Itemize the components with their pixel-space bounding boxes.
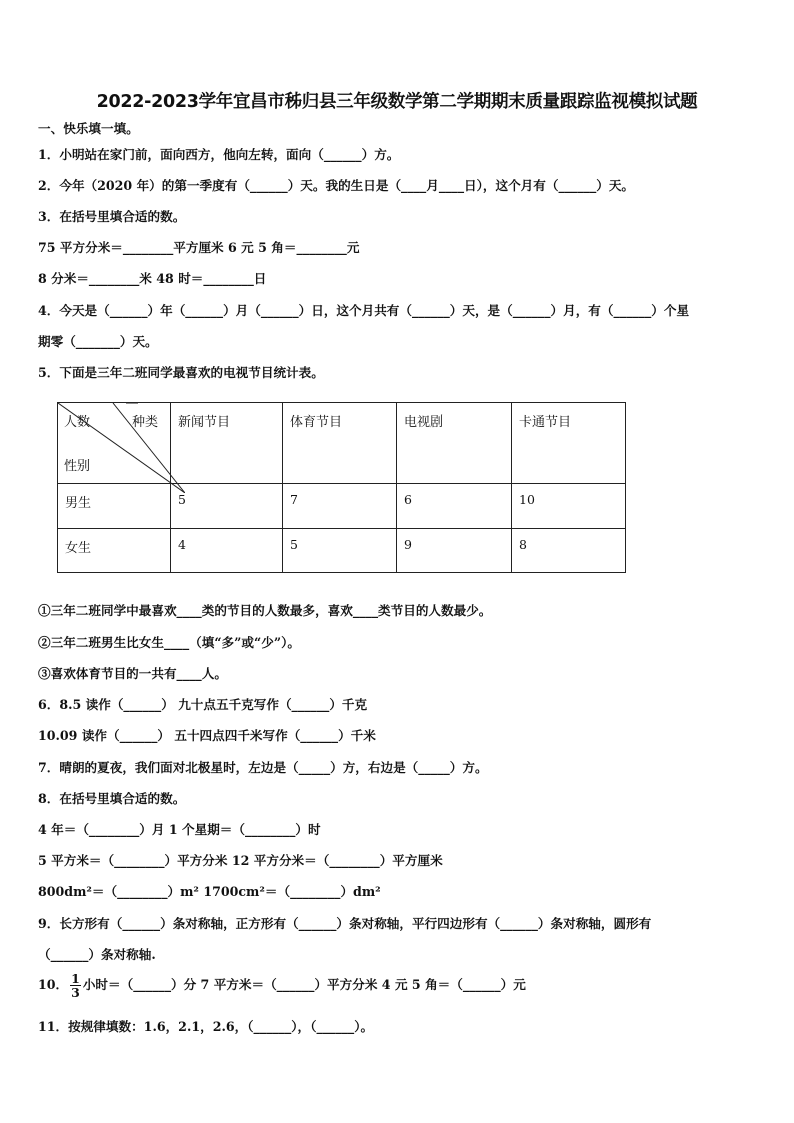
fraction-denominator: 3 — [71, 985, 80, 1000]
page-title: 2022-2023学年宜昌市秭归县三年级数学第二学期期末质量跟踪监视模拟试题 — [96, 92, 698, 112]
cell-boys-news: 5 — [171, 484, 283, 529]
cell-boys-cartoon: 10 — [512, 484, 626, 529]
question-9-line-2: （______）条对称轴. — [38, 947, 156, 962]
question-6-line-1: 6．8.5 读作（______） 九十点五千克写作（______）千克 — [38, 697, 368, 712]
cell-girls-drama: 9 — [397, 529, 512, 573]
question-6-line-2: 10.09 读作（______） 五十四点四千米写作（______）千米 — [38, 728, 376, 743]
row-label-girls: 女生 — [58, 529, 171, 573]
question-5-sub-3: ③喜欢体育节目的一共有____人。 — [38, 666, 227, 681]
row-label-boys: 男生 — [58, 484, 171, 529]
question-7: 7．晴朗的夏夜，我们面对北极星时，左边是（_____）方，右边是（_____）方。 — [38, 760, 488, 775]
table-header-row — [58, 403, 626, 484]
question-8-line-2: 5 平方米＝（________）平方分米 12 平方分米＝（________）平方厘米 — [38, 853, 443, 868]
cell-boys-drama: 6 — [397, 484, 512, 529]
table-corner-cell — [58, 403, 171, 484]
header-sports: 体育节目 — [283, 403, 397, 484]
question-10-rest: 小时＝（______）分 7 平方米＝（______）平方分米 4 元 5 角＝（______）元 — [82, 977, 526, 992]
table-row — [58, 529, 626, 573]
question-1: 1．小明站在家门前，面向西方，他向左转，面向（______）方。 — [38, 147, 400, 162]
question-10 — [38, 972, 526, 999]
question-5-sub-1: ①三年二班同学中最喜欢____类的节目的人数最多，喜欢____类节目的人数最少。 — [38, 603, 492, 618]
question-10-prefix: 10． — [38, 977, 69, 992]
cell-girls-cartoon: 8 — [512, 529, 626, 573]
question-5-sub-2: ②三年二班男生比女生____（填“多”或“少”）。 — [38, 635, 300, 650]
section-heading: 一、快乐填一填。 — [38, 121, 139, 136]
question-8-line-1: 4 年＝（________）月 1 个星期＝（________）时 — [38, 822, 321, 837]
cell-girls-news: 4 — [171, 529, 283, 573]
question-3: 3．在括号里填合适的数。 — [38, 209, 186, 224]
fraction-one-third — [70, 972, 81, 999]
question-4-line-1: 4．今天是（______）年（______）月（______）日，这个月共有（______）天，是（______）月，有（______）个星 — [38, 303, 690, 318]
fraction-numerator: 1 — [71, 971, 80, 986]
question-9-line-1: 9．长方形有（______）条对称轴，正方形有（______）条对称轴，平行四边形有（______）条对称轴，圆形有 — [38, 916, 652, 931]
question-2: 2．今年（2020 年）的第一季度有（______）天。我的生日是（____月____日），这个月有（______）天。 — [38, 178, 635, 193]
corner-label-count: 人数 — [64, 415, 91, 430]
question-8: 8．在括号里填合适的数。 — [38, 791, 186, 806]
header-drama: 电视剧 — [397, 403, 512, 484]
header-cartoon: 卡通节目 — [512, 403, 626, 484]
cell-boys-sports: 7 — [283, 484, 397, 529]
tv-program-stats-table — [57, 402, 626, 573]
header-news: 新闻节目 — [171, 403, 283, 484]
question-11: 11．按规律填数：1.6，2.1，2.6，（______），（______）。 — [38, 1019, 374, 1034]
question-3-line-2: 8 分米＝________米 48 时＝________日 — [38, 271, 267, 286]
corner-label-gender: 性别 — [64, 459, 91, 474]
cell-girls-sports: 5 — [283, 529, 397, 573]
question-4-line-2: 期零（_______）天。 — [38, 334, 158, 349]
corner-label-category: 种类 — [132, 415, 159, 430]
question-8-line-3: 800dm²＝（________）m² 1700cm²＝（________）dm² — [38, 884, 381, 899]
question-3-line-1: 75 平方分米＝________平方厘米 6 元 5 角＝________元 — [38, 240, 360, 255]
question-5: 5．下面是三年二班同学最喜欢的电视节目统计表。 — [38, 365, 324, 380]
